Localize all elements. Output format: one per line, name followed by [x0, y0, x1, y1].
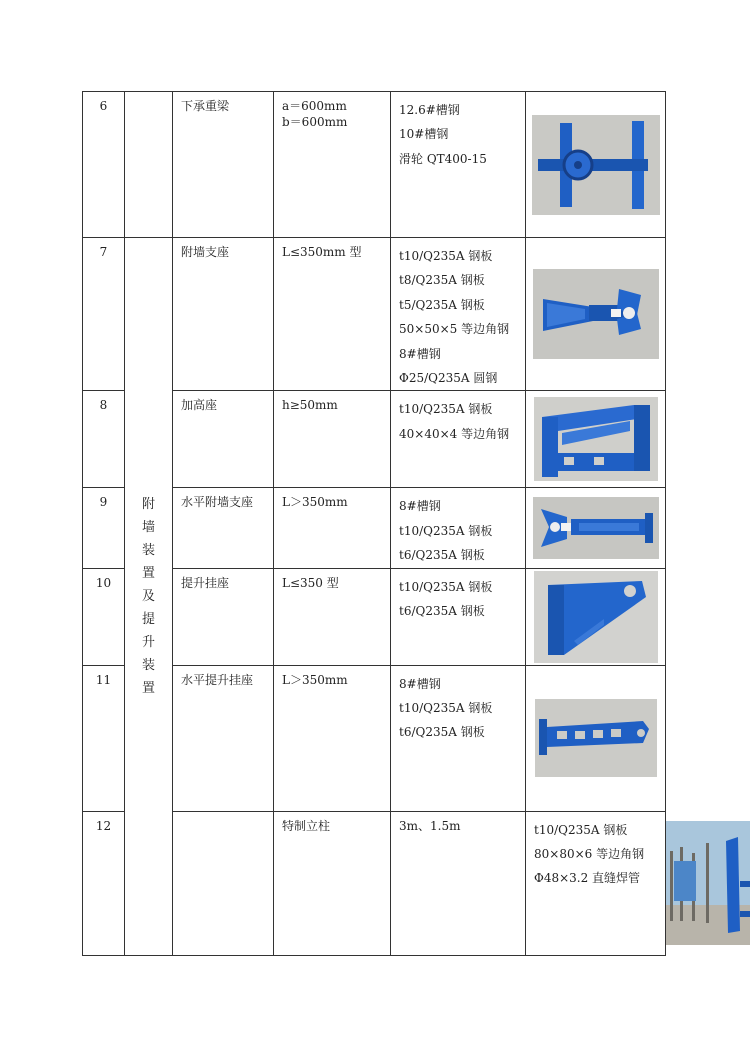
material-line: 8#槽钢 [399, 676, 441, 691]
material-line: 40×40×4 等边角钢 [399, 426, 510, 441]
table-row [83, 92, 666, 238]
wall-bracket-photo [526, 238, 666, 391]
category-char: 装 [141, 542, 155, 558]
material-line: Φ48×3.2 直缝焊管 [534, 871, 641, 886]
material-line: 50×50×5 等边角钢 [399, 322, 510, 337]
material-line: 8#槽钢 [399, 346, 441, 361]
size-line: L＞350mm [282, 495, 348, 510]
category-char: 提 [141, 611, 155, 627]
material-line: t8/Q235A 钢板 [399, 273, 485, 288]
material-line: 滑轮 QT400-15 [399, 151, 487, 166]
size-line: L≤350mm 型 [282, 245, 362, 259]
row-number: 12 [83, 811, 125, 955]
material-line: t6/Q235A 钢板 [399, 604, 485, 619]
size-line: 3m、1.5m [399, 818, 461, 833]
row-number: 8 [83, 391, 125, 488]
component-name: 附墙支座 [173, 238, 274, 391]
material-line: 12.6#槽钢 [399, 103, 460, 117]
category-char: 附 [141, 496, 155, 512]
category-char: 置 [141, 680, 155, 696]
material-line: t10/Q235A 钢板 [399, 249, 493, 263]
material-line: 80×80×6 等边角钢 [534, 847, 645, 862]
category-cell-empty [125, 92, 173, 238]
material-line: t6/Q235A 钢板 [399, 548, 485, 563]
component-materials [391, 391, 526, 488]
size-line: b＝600mm [282, 115, 348, 129]
component-materials [391, 238, 526, 391]
component-materials [391, 92, 526, 238]
component-size [274, 665, 391, 811]
support-beam-photo [526, 92, 666, 238]
component-materials [391, 568, 526, 665]
material-line: t10/Q235A 钢板 [399, 523, 493, 538]
component-materials [391, 488, 526, 568]
material-line: t6/Q235A 钢板 [399, 725, 485, 740]
component-materials [526, 811, 666, 955]
size-line: L＞350mm [282, 672, 348, 687]
component-size [391, 811, 526, 955]
category-cell-empty [173, 811, 274, 955]
size-line: h≥50mm [282, 398, 338, 413]
component-size [274, 391, 391, 488]
material-line: t10/Q235A 钢板 [399, 579, 493, 594]
table-row [83, 238, 666, 391]
component-materials [391, 665, 526, 811]
component-table [82, 91, 666, 956]
component-name: 水平提升挂座 [173, 665, 274, 811]
material-line: t10/Q235A 钢板 [399, 402, 493, 417]
category-char: 装 [141, 657, 155, 673]
row-number: 6 [83, 92, 125, 238]
lifting-hanger-photo [526, 568, 666, 665]
row-number: 7 [83, 238, 125, 391]
component-name: 提升挂座 [173, 568, 274, 665]
material-line: 8#槽钢 [399, 499, 441, 514]
row-number: 10 [83, 568, 125, 665]
material-line: t5/Q235A 钢板 [399, 297, 485, 312]
component-size [274, 488, 391, 568]
raising-seat-photo [526, 391, 666, 488]
row-number: 9 [83, 488, 125, 568]
component-name: 特制立柱 [274, 811, 391, 955]
category-char: 及 [141, 588, 155, 604]
component-name: 加高座 [173, 391, 274, 488]
material-line: t10/Q235A 钢板 [534, 822, 628, 837]
material-line: Φ25/Q235A 圆钢 [399, 371, 498, 386]
size-line: a＝600mm [282, 99, 347, 113]
component-size [274, 568, 391, 665]
category-char: 置 [141, 565, 155, 581]
material-line: t10/Q235A 钢板 [399, 701, 493, 716]
component-size [274, 238, 391, 391]
category-char: 墙 [141, 519, 155, 535]
component-size [274, 92, 391, 238]
component-name: 水平附墙支座 [173, 488, 274, 568]
horizontal-hanger-photo [526, 665, 666, 811]
row-number: 11 [83, 665, 125, 811]
category-char: 升 [141, 634, 155, 650]
component-name: 下承重梁 [173, 92, 274, 238]
material-line: 10#槽钢 [399, 127, 449, 142]
size-line: L≤350 型 [282, 575, 339, 590]
category-cell [125, 238, 173, 956]
horizontal-bracket-photo [526, 488, 666, 568]
